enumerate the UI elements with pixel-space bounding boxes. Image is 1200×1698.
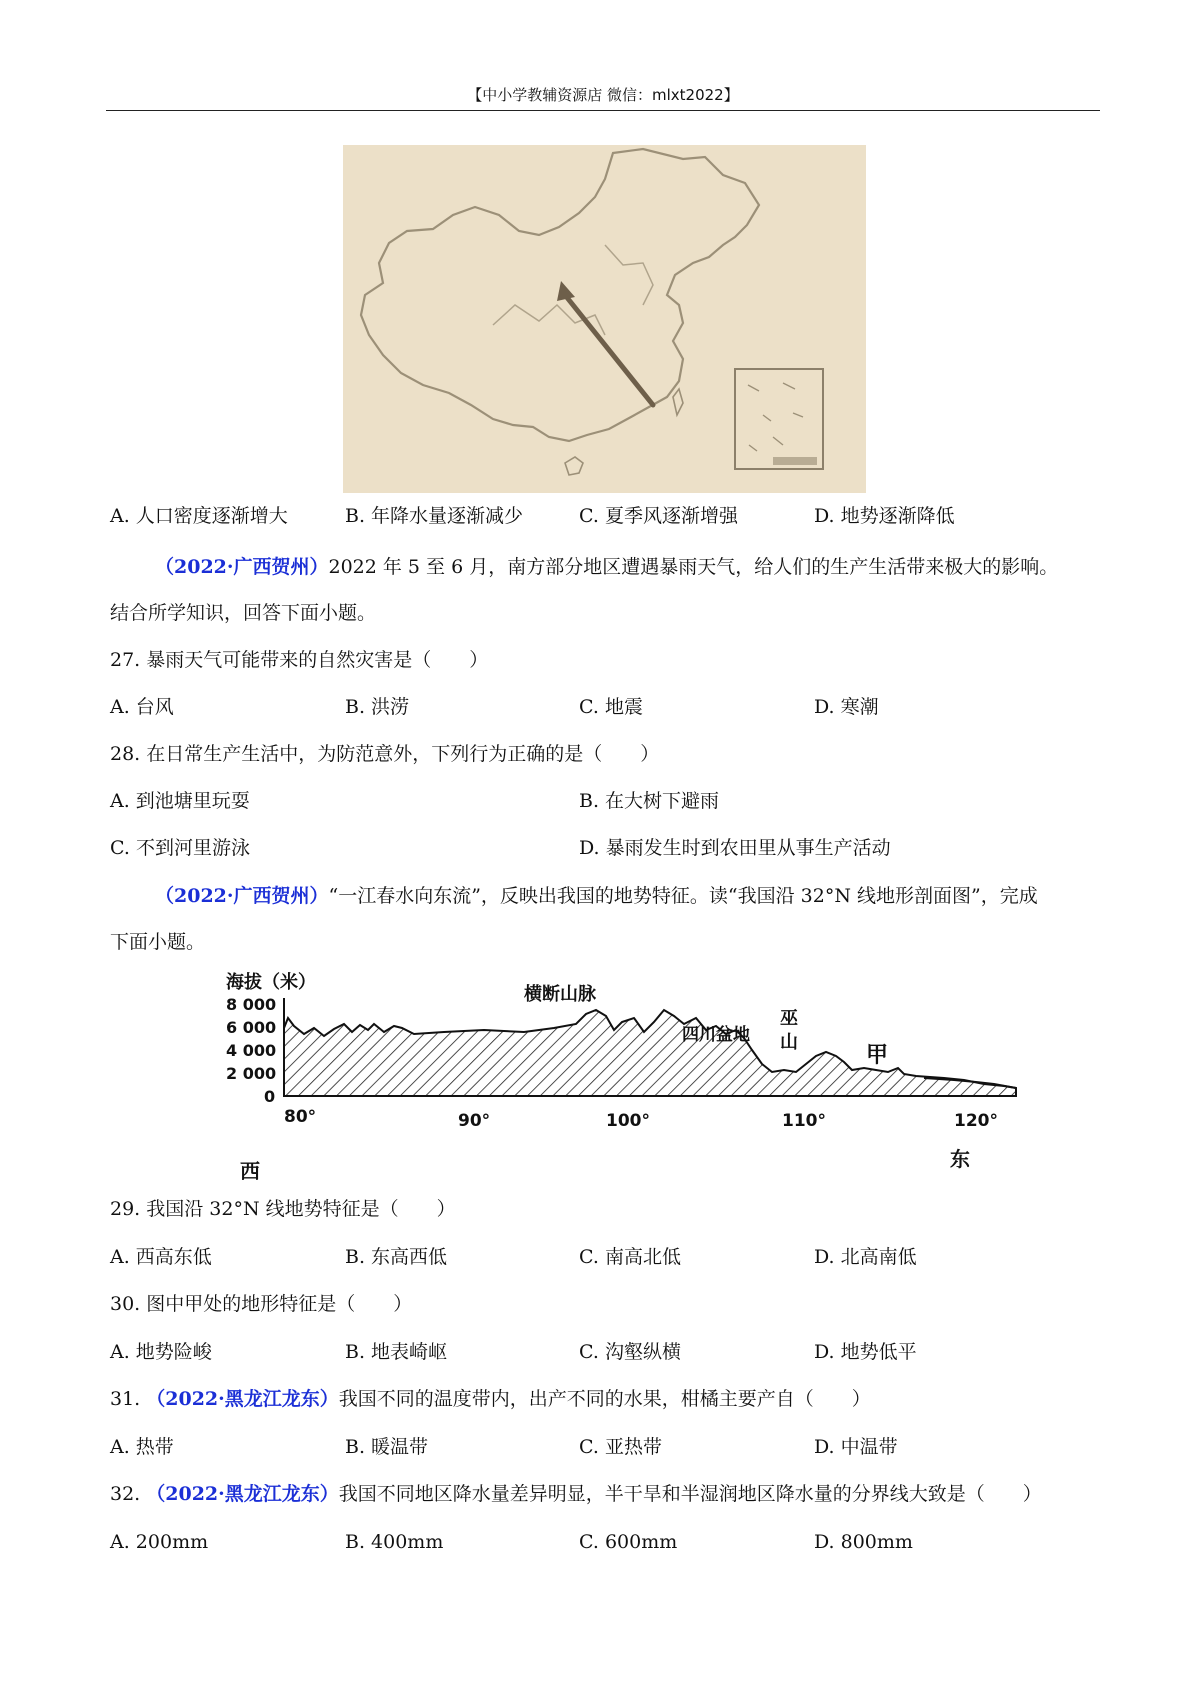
q32-option-d[interactable]: D. 800mm <box>814 1531 913 1553</box>
direction-arrow <box>565 295 653 405</box>
q30-option-c[interactable]: C. 沟壑纵横 <box>579 1341 681 1363</box>
y-tick-4000: 4 000 <box>226 1041 277 1060</box>
group2-intro-line2: 下面小题。 <box>110 931 206 953</box>
china-map-drawing <box>343 145 866 493</box>
q26-option-c[interactable]: C. 夏季风逐渐增强 <box>579 505 738 527</box>
label-wushan-top: 巫 <box>780 1008 798 1029</box>
x-tick-110: 110° <box>782 1111 826 1131</box>
inset-islands <box>748 383 803 451</box>
group2-source: （2022·广西贺州） <box>155 885 329 907</box>
q32-option-c[interactable]: C. 600mm <box>579 1531 678 1553</box>
x-tick-120: 120° <box>954 1111 998 1131</box>
q29-stem: 29. 我国沿 32°N 线地势特征是（ ） <box>110 1198 456 1220</box>
q32-source: （2022·黑龙江龙东） <box>146 1483 339 1505</box>
label-jia: 甲 <box>866 1043 889 1068</box>
q31-option-d[interactable]: D. 中温带 <box>814 1436 898 1458</box>
q31-option-a[interactable]: A. 热带 <box>110 1436 174 1458</box>
terrain-profile-figure <box>224 966 1024 1186</box>
q31-option-b[interactable]: B. 暖温带 <box>345 1436 429 1458</box>
q32-option-a[interactable]: A. 200mm <box>110 1531 209 1553</box>
header-rule <box>106 110 1100 111</box>
y-tick-0: 0 <box>264 1087 276 1106</box>
q32-option-b[interactable]: B. 400mm <box>345 1531 444 1553</box>
x-tick-80: 80° <box>284 1107 317 1127</box>
q29-option-b[interactable]: B. 东高西低 <box>345 1246 448 1268</box>
q30-stem: 30. 图中甲处的地形特征是（ ） <box>110 1293 413 1315</box>
profile-ylabel: 海拔（米） <box>226 972 316 993</box>
y-tick-6000: 6 000 <box>226 1018 277 1037</box>
q32-stem-line <box>110 1482 1042 1506</box>
hainan-island <box>565 457 583 475</box>
q27-option-d[interactable]: D. 寒潮 <box>814 696 879 718</box>
label-west: 西 <box>240 1159 260 1183</box>
q27-stem: 27. 暴雨天气可能带来的自然灾害是（ ） <box>110 649 489 671</box>
q32-number: 32. <box>110 1483 147 1505</box>
q29-option-d[interactable]: D. 北高南低 <box>814 1246 917 1268</box>
q27-option-a[interactable]: A. 台风 <box>110 696 174 718</box>
q31-source: （2022·黑龙江龙东） <box>146 1388 339 1410</box>
y-tick-2000: 2 000 <box>226 1064 277 1083</box>
q28-option-b[interactable]: B. 在大树下避雨 <box>579 790 720 812</box>
q31-stem: 我国不同的温度带内，出产不同的水果，柑橘主要产自（ ） <box>338 1388 871 1410</box>
q29-option-a[interactable]: A. 西高东低 <box>110 1246 212 1268</box>
x-tick-90: 90° <box>458 1111 491 1131</box>
label-wushan-bottom: 山 <box>780 1032 798 1053</box>
q28-option-d[interactable]: D. 暴雨发生时到农田里从事生产活动 <box>579 837 891 859</box>
label-sichuan: 四川盆地 <box>682 1025 750 1045</box>
q27-option-b[interactable]: B. 洪涝 <box>345 696 410 718</box>
q31-number: 31. <box>110 1388 147 1410</box>
group1-intro <box>155 555 1058 579</box>
q30-option-b[interactable]: B. 地表崎岖 <box>345 1341 448 1363</box>
q32-stem: 我国不同地区降水量差异明显，半干旱和半湿润地区降水量的分界线大致是（ ） <box>338 1483 1042 1505</box>
group1-source: （2022·广西贺州） <box>155 556 329 578</box>
group1-intro-line1: 2022 年 5 至 6 月，南方部分地区遭遇暴雨天气，给人们的生产生活带来极大的影响。 <box>328 556 1059 578</box>
taiwan-island <box>673 389 683 415</box>
y-tick-8000: 8 000 <box>226 995 277 1014</box>
q26-option-a[interactable]: A. 人口密度逐渐增大 <box>110 505 288 527</box>
q29-option-c[interactable]: C. 南高北低 <box>579 1246 681 1268</box>
q31-stem-line <box>110 1387 871 1411</box>
page-header: 【中小学教辅资源店 微信：mlxt2022】 <box>467 86 739 104</box>
q26-option-d[interactable]: D. 地势逐渐降低 <box>814 505 955 527</box>
group1-intro-line2: 结合所学知识，回答下面小题。 <box>110 602 377 624</box>
arrow-head <box>557 281 575 301</box>
q30-option-a[interactable]: A. 地势险峻 <box>110 1341 212 1363</box>
q31-option-c[interactable]: C. 亚热带 <box>579 1436 662 1458</box>
group2-intro-line1: “一江春水向东流”，反映出我国的地势特征。读“我国沿 32°N 线地形剖面图”，完成 <box>328 885 1038 907</box>
group2-intro <box>155 884 1038 908</box>
q28-option-a[interactable]: A. 到池塘里玩耍 <box>110 790 250 812</box>
q27-option-c[interactable]: C. 地震 <box>579 696 643 718</box>
q28-stem: 28. 在日常生产生活中，为防范意外，下列行为正确的是（ ） <box>110 743 660 765</box>
inner-boundary-2 <box>605 245 653 305</box>
terrain-profile-shape <box>284 1010 1016 1096</box>
south-china-sea-inset <box>735 369 823 469</box>
inset-scale-bar <box>773 457 817 465</box>
x-tick-100: 100° <box>606 1111 650 1131</box>
q28-option-c[interactable]: C. 不到河里游泳 <box>110 837 250 859</box>
label-hengduan: 横断山脉 <box>524 984 596 1005</box>
q26-option-b[interactable]: B. 年降水量逐渐减少 <box>345 505 524 527</box>
china-map-figure <box>343 145 866 493</box>
terrain-profile-drawing <box>224 966 1024 1186</box>
label-east: 东 <box>950 1147 970 1171</box>
q30-option-d[interactable]: D. 地势低平 <box>814 1341 917 1363</box>
